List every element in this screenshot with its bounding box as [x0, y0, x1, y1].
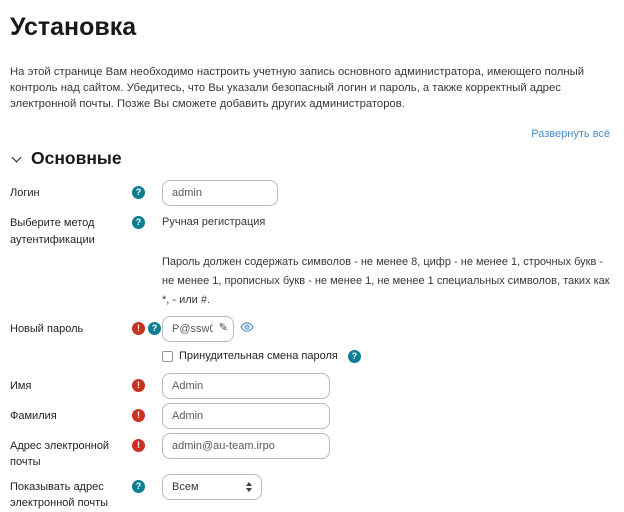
- row-username: [10, 179, 610, 207]
- eye-icon: [240, 320, 254, 337]
- required-icon: !: [132, 322, 145, 335]
- force-password-change-label: Принудительная смена пароля: [179, 350, 338, 363]
- new-password-icons: [132, 315, 162, 335]
- help-icon[interactable]: ?: [132, 480, 145, 493]
- email-display-selected-value: Всем: [172, 480, 199, 493]
- unmask-password-button[interactable]: [240, 320, 254, 337]
- username-label: Логин: [10, 187, 40, 200]
- auth-method-icons: [132, 209, 162, 229]
- auth-method-value: Ручная регистрация: [162, 216, 266, 229]
- firstname-label: Имя: [10, 379, 32, 392]
- row-firstname: [10, 372, 610, 400]
- lastname-icons: [132, 402, 162, 422]
- section-title: Основные: [31, 148, 122, 169]
- username-icons: [132, 179, 162, 199]
- email-display-icons: [132, 473, 162, 493]
- force-password-change-checkbox[interactable]: [162, 351, 173, 362]
- new-password-label: Новый пароль: [10, 322, 84, 335]
- section-header-general[interactable]: [10, 148, 610, 169]
- row-email: [10, 432, 610, 471]
- help-icon[interactable]: ?: [132, 216, 145, 229]
- email-icons: [132, 432, 162, 452]
- chevron-down-icon: [12, 152, 22, 162]
- email-input[interactable]: [162, 433, 330, 459]
- new-password-input[interactable]: [162, 316, 234, 342]
- email-display-label: Показывать адрес электронной почты: [10, 480, 109, 510]
- password-field-wrap: [162, 316, 234, 342]
- intro-text: На этой странице Вам необходимо настроить учетную запись основного администратора, имеющего полный контроль над сайтом. Убедитесь, что Вы указали безопасный логин и пароль, а также корректный адрес электронной почты. Позже Вы сможете добавить других администраторов.: [10, 66, 585, 111]
- password-policy-text: Пароль должен содержать символов - не менее 8, цифр - не менее 1, строчных букв - не менее 1, прописных букв - не менее 1, не менее 1 специальных символов, таких как *, - или #.: [162, 256, 610, 306]
- row-new-password: [10, 315, 610, 343]
- help-icon[interactable]: ?: [148, 322, 161, 335]
- firstname-input[interactable]: [162, 373, 330, 399]
- auth-method-label: Выберите метод аутентификации: [10, 217, 95, 246]
- help-icon[interactable]: ?: [348, 350, 361, 363]
- lastname-input[interactable]: [162, 403, 330, 429]
- required-icon: !: [132, 409, 145, 422]
- required-icon: !: [132, 379, 145, 392]
- help-icon[interactable]: ?: [132, 186, 145, 199]
- firstname-icons: [132, 372, 162, 392]
- expand-all-row: [10, 128, 610, 140]
- admin-account-form: [10, 179, 610, 512]
- row-force-password-change: [162, 350, 610, 363]
- row-lastname: [10, 402, 610, 430]
- password-policy-row: [162, 252, 618, 309]
- page-title: Установка: [10, 13, 137, 41]
- expand-all-link[interactable]: Развернуть всё: [531, 128, 610, 141]
- username-input[interactable]: [162, 180, 278, 206]
- required-icon: !: [132, 439, 145, 452]
- pencil-icon: ✎: [218, 321, 228, 334]
- email-label: Адрес электронной почты: [10, 439, 110, 469]
- email-display-select[interactable]: [162, 474, 262, 500]
- row-auth-method: [10, 209, 610, 248]
- lastname-label: Фамилия: [10, 409, 57, 422]
- row-email-display: [10, 473, 610, 512]
- select-arrows-icon: [246, 482, 252, 492]
